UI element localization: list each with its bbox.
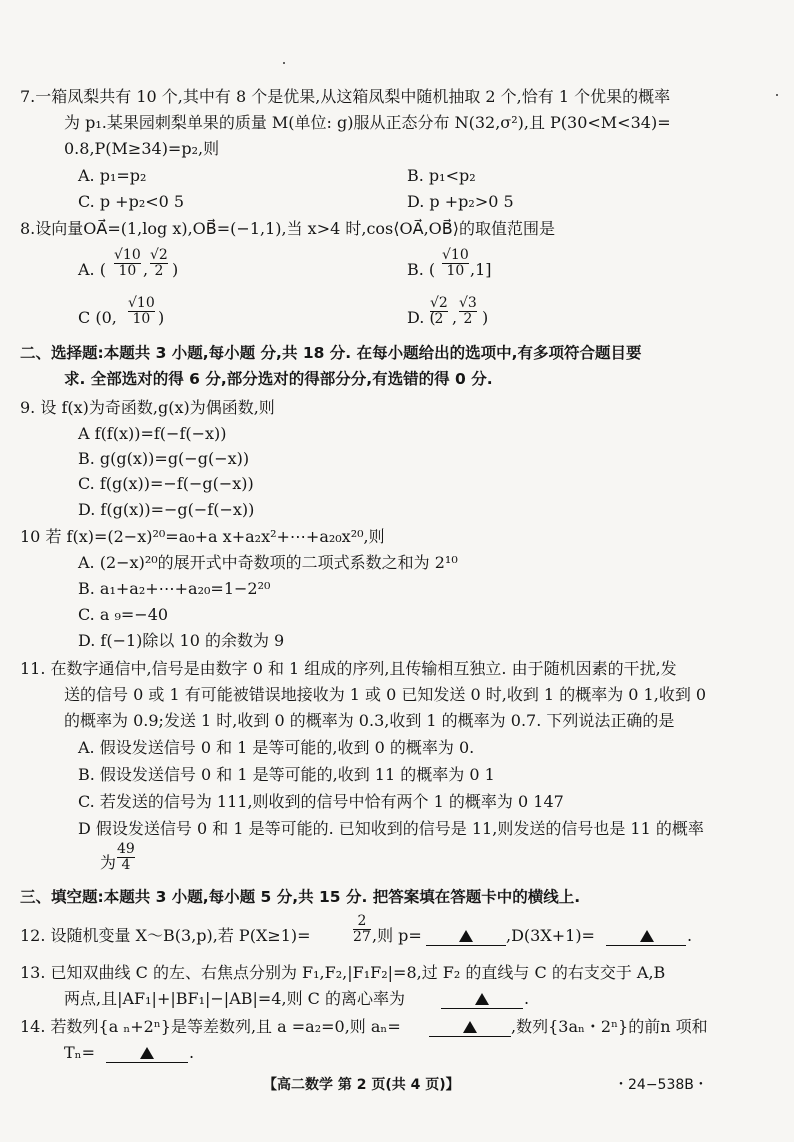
q9-option-a: A f(f(x))=f(−f(−x)) bbox=[78, 424, 227, 443]
fraction-numerator: √10 bbox=[128, 295, 155, 311]
q8-option-d-suffix: ) bbox=[482, 308, 489, 327]
q12-prefix: 12. 设随机变量 X～B(3,p),若 P(X≥1)= bbox=[20, 926, 311, 945]
q8-option-d-fraction-1 bbox=[430, 296, 448, 327]
page-footer-right: ・24−538B・ bbox=[614, 1077, 708, 1093]
q14-line2: Tₙ= bbox=[64, 1043, 95, 1062]
fraction-denominator: 10 bbox=[132, 311, 151, 327]
fraction-numerator: √2 bbox=[150, 247, 168, 263]
fraction-numerator: √10 bbox=[442, 247, 469, 263]
q8-stem: 8.设向量OA⃗=(1,log x),OB⃗=(−1,1),当 x>4 时,cos⟨OA⃗,OB⃗⟩的取值范围是 bbox=[20, 219, 555, 238]
q9-stem: 9. 设 f(x)为奇函数,g(x)为偶函数,则 bbox=[20, 398, 275, 417]
fraction-denominator: 10 bbox=[446, 263, 465, 279]
fraction-denominator: 10 bbox=[118, 263, 137, 279]
q7-option-d: D. p +p₂>0 5 bbox=[407, 192, 514, 211]
answer-placeholder-triangle-icon bbox=[640, 930, 654, 942]
q10-option-c: C. a ₉=−40 bbox=[78, 605, 169, 624]
q14-mid: ,数列{3aₙ・2ⁿ}的前n 项和 bbox=[511, 1017, 708, 1036]
q8-option-a-comma: , bbox=[143, 260, 149, 279]
q12-p-label: ,则 p= bbox=[372, 926, 422, 945]
section-3-heading: 三、填空题:本题共 3 小题,每小题 5 分,共 15 分. 把答案填在答题卡中的横线上. bbox=[20, 888, 581, 906]
q11-line2: 送的信号 0 或 1 有可能被错误地接收为 1 或 0 已知发送 0 时,收到 1 的概率为 0 1,收到 0 bbox=[64, 685, 707, 704]
answer-placeholder-triangle-icon bbox=[140, 1047, 154, 1059]
q7-option-c: C. p +p₂<0 5 bbox=[78, 192, 185, 211]
q8-option-d-comma: , bbox=[452, 308, 458, 327]
q8-option-c-prefix: C (0, bbox=[78, 308, 117, 327]
q8-option-d-prefix: D. ( bbox=[407, 308, 436, 327]
q8-option-a-fraction-2 bbox=[150, 248, 168, 279]
q7-line2: 为 p₁.某果园刺梨单果的质量 M(单位: g)服从正态分布 N(32,σ²),且 P(30<M<34)= bbox=[64, 113, 671, 132]
fraction-denominator: 2 bbox=[434, 311, 444, 327]
q8-option-a-suffix: ) bbox=[172, 260, 179, 279]
q8-option-a-prefix: A. ( bbox=[78, 260, 106, 279]
fraction-denominator: 2 bbox=[154, 263, 164, 279]
q14-line1: 14. 若数列{a ₙ+2ⁿ}是等差数列,且 a =a₂=0,则 aₙ= bbox=[20, 1017, 401, 1036]
q11-option-d: D 假设发送信号 0 和 1 是等可能的. 已知收到的信号是 11,则发送的信号也是 11 的概率 bbox=[78, 819, 704, 838]
q10-option-d: D. f(−1)除以 10 的余数为 9 bbox=[78, 631, 285, 650]
q8-option-b-suffix: ,1] bbox=[470, 260, 492, 279]
q9-option-c: C. f(g(x))=−f(−g(−x)) bbox=[78, 474, 254, 493]
page-footer-center: 【高二数学 第 2 页(共 4 页)】 bbox=[263, 1077, 460, 1093]
q11-option-a: A. 假设发送信号 0 和 1 是等可能的,收到 0 的概率为 0. bbox=[78, 738, 475, 757]
q8-option-b-fraction bbox=[442, 248, 469, 279]
q8-option-c-suffix: ) bbox=[158, 308, 165, 327]
fraction-numerator: 49 bbox=[117, 841, 135, 857]
q14-end: . bbox=[189, 1043, 195, 1062]
q13-line2: 两点,且|AF₁|+|BF₁|−|AB|=4,则 C 的离心率为 bbox=[64, 989, 405, 1008]
answer-placeholder-triangle-icon bbox=[463, 1021, 477, 1033]
q12-end: . bbox=[687, 926, 693, 945]
fraction-denominator: 27 bbox=[353, 929, 371, 945]
fraction-numerator: 2 bbox=[357, 913, 367, 929]
q12-fraction bbox=[353, 914, 371, 945]
answer-placeholder-triangle-icon bbox=[475, 993, 489, 1005]
fraction-numerator: √3 bbox=[459, 295, 477, 311]
q10-option-b: B. a₁+a₂+⋯+a₂₀=1−2²⁰ bbox=[78, 579, 271, 598]
section-2-heading-line1: 二、选择题:本题共 3 小题,每小题 分,共 18 分. 在每小题给出的选项中,有多项符合题目要 bbox=[20, 344, 642, 362]
q13-line1: 13. 已知双曲线 C 的左、右焦点分别为 F₁,F₂,|F₁F₂|=8,过 F₂ 的直线与 C 的右支交于 A,B bbox=[20, 963, 666, 982]
q8-option-a-fraction-1 bbox=[114, 248, 141, 279]
fraction-numerator: √2 bbox=[430, 295, 448, 311]
q9-option-d: D. f(g(x))=−g(−f(−x)) bbox=[78, 500, 255, 519]
q8-option-d-fraction-2 bbox=[459, 296, 477, 327]
scan-speck bbox=[283, 62, 285, 64]
scan-speck bbox=[776, 94, 778, 96]
q7-option-b: B. p₁<p₂ bbox=[407, 166, 476, 185]
q12-variance-label: ,D(3X+1)= bbox=[506, 926, 595, 945]
q13-end: . bbox=[524, 989, 530, 1008]
q9-option-b: B. g(g(x))=g(−g(−x)) bbox=[78, 449, 250, 468]
q11-option-b: B. 假设发送信号 0 和 1 是等可能的,收到 11 的概率为 0 1 bbox=[78, 765, 495, 784]
q10-option-a: A. (2−x)²⁰的展开式中奇数项的二项式系数之和为 2¹⁰ bbox=[78, 553, 458, 572]
q11-option-d-prefix: 为 bbox=[100, 853, 117, 872]
q7-option-a: A. p₁=p₂ bbox=[78, 166, 147, 185]
fraction-denominator: 4 bbox=[121, 857, 131, 873]
q8-option-b-prefix: B. ( bbox=[407, 260, 436, 279]
q11-line1: 11. 在数字通信中,信号是由数字 0 和 1 组成的序列,且传输相互独立. 由于随机因素的干扰,发 bbox=[20, 659, 677, 678]
q11-line3: 的概率为 0.9;发送 1 时,收到 0 的概率为 0.3,收到 1 的概率为 0.7. 下列说法正确的是 bbox=[64, 711, 675, 730]
answer-placeholder-triangle-icon bbox=[459, 930, 473, 942]
q8-option-c-fraction bbox=[128, 296, 155, 327]
q7-line1: 7.一箱凤梨共有 10 个,其中有 8 个是优果,从这箱凤梨中随机抽取 2 个,恰有 1 个优果的概率 bbox=[20, 87, 671, 106]
section-2-heading-line2: 求. 全部选对的得 6 分,部分选对的得部分分,有选错的得 0 分. bbox=[64, 370, 493, 388]
fraction-numerator: √10 bbox=[114, 247, 141, 263]
q11-option-c: C. 若发送的信号为 111,则收到的信号中恰有两个 1 的概率为 0 147 bbox=[78, 792, 564, 811]
q7-line3: 0.8,P(M≥34)=p₂,则 bbox=[64, 139, 220, 158]
q10-stem: 10 若 f(x)=(2−x)²⁰=a₀+a x+a₂x²+⋯+a₂₀x²⁰,则 bbox=[20, 527, 385, 546]
fraction-denominator: 2 bbox=[463, 311, 473, 327]
q11-option-d-fraction bbox=[117, 842, 135, 873]
